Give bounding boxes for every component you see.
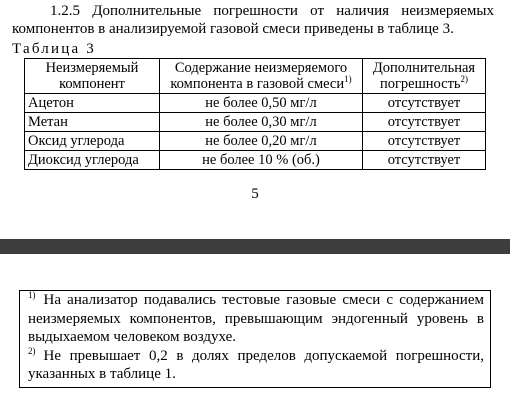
footnote-1: $^{1)}$ На анализатор подавались тестовые газовые смеси с содержанием неизмеряемых компонентов, превышающим эндогенный уровень в выдыхаемом человеком воздухе. [28,290,484,345]
table-row [25,113,486,132]
header-error: Дополнительная погрешность$^{2)}$ [363,59,486,94]
header-component: Неизмеряемый компонент [25,59,160,94]
cell-component: Метан [25,113,160,132]
cell-error: отсутствует [363,132,486,151]
cell-component: Оксид углерода [25,132,160,151]
cell-content: не более 0,20 мг/л [160,132,363,151]
cell-content: не более 10 % (об.) [160,151,363,170]
paragraph-1-2-5 [12,2,494,38]
table-row [25,132,486,151]
paragraph-text: 1.2.5 Дополнительные погрешности от наличия неизмеряемых компонентов в анализируемой газовой смеси приведены в таблице 3. [12,3,494,37]
table-header-row [25,59,486,94]
cell-content: не более 0,30 мг/л [160,113,363,132]
cell-component: Диоксид углерода [25,151,160,170]
footnotes-box [19,290,491,388]
page-number: 5 [251,186,259,202]
cell-error: отсутствует [363,151,486,170]
table-caption: Таблица 3 [12,41,96,57]
cell-error: отсутствует [363,94,486,113]
header-content: Содержание неизмеряемого компонента в газовой смеси$^{1)}$ [160,59,363,94]
cell-content: не более 0,50 мг/л [160,94,363,113]
table-3 [24,58,486,170]
page-separator [0,239,510,254]
footnote-2: $^{2)}$ Не превышает 0,2 в долях пределов допускаемой погрешности, указанных в таблице 1. [28,345,484,382]
cell-error: отсутствует [363,113,486,132]
table-row [25,151,486,170]
cell-component: Ацетон [25,94,160,113]
table-row [25,94,486,113]
